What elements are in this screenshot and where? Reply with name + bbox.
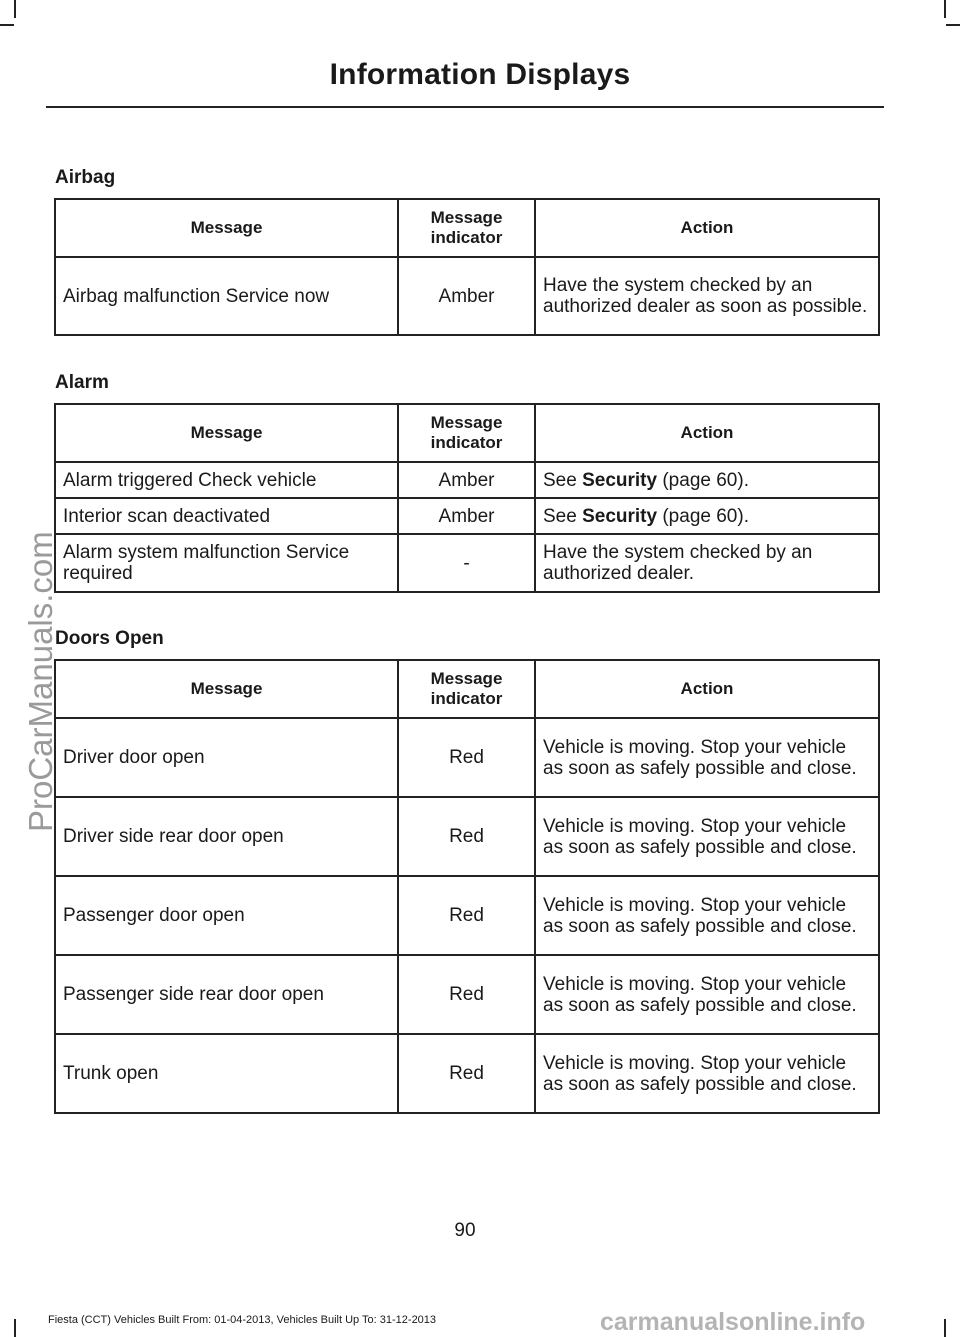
message-cell: Passenger door open bbox=[55, 876, 398, 955]
crop-mark bbox=[14, 1319, 16, 1337]
section-heading-doors-open: Doors Open bbox=[55, 628, 164, 649]
message-cell: Alarm system malfunction Service required bbox=[55, 534, 398, 592]
column-header-indicator: Message indicator bbox=[398, 404, 535, 462]
message-cell: Trunk open bbox=[55, 1034, 398, 1113]
action-cell: Vehicle is moving. Stop your vehicle as soon as safely possible and close. bbox=[535, 1034, 879, 1113]
footer-watermark: carmanualsonline.info bbox=[600, 1308, 866, 1336]
header-rule bbox=[46, 106, 884, 108]
indicator-cell: Red bbox=[398, 718, 535, 797]
table-row bbox=[55, 498, 879, 534]
column-header-message: Message bbox=[55, 660, 398, 718]
column-header-action: Action bbox=[535, 199, 879, 257]
indicator-cell: - bbox=[398, 534, 535, 592]
crop-mark bbox=[946, 24, 960, 26]
section-heading-airbag: Airbag bbox=[55, 167, 116, 188]
column-header-action: Action bbox=[535, 660, 879, 718]
message-cell: Passenger side rear door open bbox=[55, 955, 398, 1034]
crop-mark bbox=[944, 0, 946, 18]
section-heading-alarm: Alarm bbox=[55, 372, 109, 393]
column-header-indicator: Message indicator bbox=[398, 660, 535, 718]
table-row bbox=[55, 1034, 879, 1113]
indicator-cell: Red bbox=[398, 876, 535, 955]
action-cell: See Security (page 60). bbox=[535, 462, 879, 498]
table-row bbox=[55, 534, 879, 592]
action-cell: Vehicle is moving. Stop your vehicle as soon as safely possible and close. bbox=[535, 718, 879, 797]
footer-text: Fiesta (CCT) Vehicles Built From: 01-04-2013, Vehicles Built Up To: 31-12-2013 bbox=[48, 1314, 437, 1326]
indicator-cell: Amber bbox=[398, 462, 535, 498]
airbag-table bbox=[54, 198, 880, 336]
table-row bbox=[55, 257, 879, 335]
action-cell: Vehicle is moving. Stop your vehicle as soon as safely possible and close. bbox=[535, 876, 879, 955]
crop-mark bbox=[0, 24, 14, 26]
message-cell: Airbag malfunction Service now bbox=[55, 257, 398, 335]
page-number: 90 bbox=[454, 1220, 476, 1241]
column-header-indicator: Message indicator bbox=[398, 199, 535, 257]
message-cell: Alarm triggered Check vehicle bbox=[55, 462, 398, 498]
action-cell: Vehicle is moving. Stop your vehicle as soon as safely possible and close. bbox=[535, 955, 879, 1034]
indicator-cell: Red bbox=[398, 797, 535, 876]
action-cell: See Security (page 60). bbox=[535, 498, 879, 534]
security-reference: Security bbox=[582, 505, 658, 527]
table-header-row bbox=[55, 199, 879, 257]
indicator-cell: Amber bbox=[398, 257, 535, 335]
action-cell: Vehicle is moving. Stop your vehicle as soon as safely possible and close. bbox=[535, 797, 879, 876]
column-header-message: Message bbox=[55, 404, 398, 462]
page-title: Information Displays bbox=[329, 58, 631, 91]
crop-mark bbox=[944, 1319, 946, 1337]
indicator-cell: Red bbox=[398, 1034, 535, 1113]
indicator-cell: Red bbox=[398, 955, 535, 1034]
table-row bbox=[55, 462, 879, 498]
table-header-row bbox=[55, 404, 879, 462]
column-header-message: Message bbox=[55, 199, 398, 257]
table-row bbox=[55, 955, 879, 1034]
table-row bbox=[55, 797, 879, 876]
message-cell: Driver side rear door open bbox=[55, 797, 398, 876]
table-row bbox=[55, 876, 879, 955]
column-header-action: Action bbox=[535, 404, 879, 462]
table-header-row bbox=[55, 660, 879, 718]
indicator-cell: Amber bbox=[398, 498, 535, 534]
security-reference: Security bbox=[582, 469, 658, 491]
alarm-table bbox=[54, 403, 880, 593]
message-cell: Interior scan deactivated bbox=[55, 498, 398, 534]
doors-open-table bbox=[54, 659, 880, 1114]
table-row bbox=[55, 718, 879, 797]
action-cell: Have the system checked by an authorized dealer. bbox=[535, 534, 879, 592]
crop-mark bbox=[14, 0, 16, 18]
side-watermark: ProCarManuals.com bbox=[22, 531, 59, 832]
action-cell: Have the system checked by an authorized dealer as soon as possible. bbox=[535, 257, 879, 335]
message-cell: Driver door open bbox=[55, 718, 398, 797]
